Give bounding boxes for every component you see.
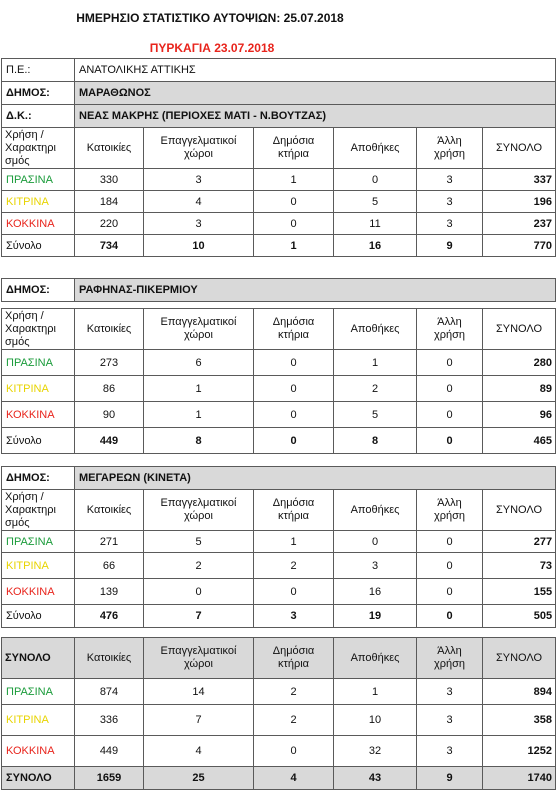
cell-total: 277 <box>483 531 556 553</box>
cell-professional: 3 <box>144 169 254 191</box>
sum-row <box>2 428 556 454</box>
cell-professional: 4 <box>144 191 254 213</box>
cell-warehouses: 3 <box>334 553 417 579</box>
cell-other: 3 <box>417 679 483 705</box>
cell-houses: 220 <box>75 213 144 235</box>
cell-total: 337 <box>483 169 556 191</box>
header-total: ΣΥΝΟΛΟ <box>483 490 556 531</box>
cell-professional: 7 <box>144 705 254 736</box>
sum-row <box>2 605 556 628</box>
cell-houses: 271 <box>75 531 144 553</box>
cell-professional: 4 <box>144 736 254 767</box>
header-public: Δημόσια κτήρια <box>254 128 334 169</box>
cell-professional: 1 <box>144 402 254 428</box>
dimos-label: ΔΗΜΟΣ: <box>2 467 75 490</box>
header-houses: Κατοικίες <box>75 128 144 169</box>
sum-houses: 449 <box>75 428 144 454</box>
header-usage: Χρήση / Χαρακτηρι σμός <box>2 490 75 531</box>
sum-row <box>2 235 556 257</box>
sum-warehouses: 16 <box>334 235 417 257</box>
category-yellow: ΚΙΤΡΙΝΑ <box>2 191 75 213</box>
header-total: ΣΥΝΟΛΟ <box>483 128 556 169</box>
dimos-name: ΜΑΡΑΘΩΝΟΣ <box>75 82 556 105</box>
sum-warehouses: 8 <box>334 428 417 454</box>
cell-professional: 6 <box>144 350 254 376</box>
cell-total: 96 <box>483 402 556 428</box>
cell-houses: 330 <box>75 169 144 191</box>
grand-header-label: ΣΥΝΟΛΟ <box>2 638 75 679</box>
table-grand-total <box>1 637 556 790</box>
header-warehouses: Αποθήκες <box>334 638 417 679</box>
category-red: ΚΟΚΚΙΝΑ <box>2 579 75 605</box>
cell-public: 0 <box>254 213 334 235</box>
header-professional: Επαγγελματικοί χώροι <box>144 490 254 531</box>
cell-warehouses: 5 <box>334 402 417 428</box>
category-red: ΚΟΚΚΙΝΑ <box>2 402 75 428</box>
sum-public: 0 <box>254 428 334 454</box>
cell-houses: 336 <box>75 705 144 736</box>
fire-subtitle: ΠΥΡΚΑΓΙΑ 23.07.2018 <box>149 41 275 55</box>
header-other: Άλλη χρήση <box>417 638 483 679</box>
cell-other: 3 <box>417 169 483 191</box>
dimos-row <box>2 82 556 105</box>
cell-warehouses: 11 <box>334 213 417 235</box>
sum-row <box>2 767 556 790</box>
table-megareon <box>1 466 556 628</box>
sum-houses: 476 <box>75 605 144 628</box>
sum-label: Σύνολο <box>2 428 75 454</box>
category-green: ΠΡΑΣΙΝΑ <box>2 679 75 705</box>
sum-warehouses: 19 <box>334 605 417 628</box>
cell-houses: 273 <box>75 350 144 376</box>
cell-total: 73 <box>483 553 556 579</box>
cell-total: 1252 <box>483 736 556 767</box>
cell-houses: 449 <box>75 736 144 767</box>
pe-label: Π.Ε.: <box>2 59 75 82</box>
header-houses: Κατοικίες <box>75 638 144 679</box>
dk-row <box>2 105 556 128</box>
cell-professional: 2 <box>144 553 254 579</box>
cell-houses: 86 <box>75 376 144 402</box>
cell-total: 280 <box>483 350 556 376</box>
dimos-name: ΜΕΓΑΡΕΩΝ (ΚΙΝΕΤΑ) <box>75 467 556 490</box>
sum-other: 9 <box>417 235 483 257</box>
cell-total: 894 <box>483 679 556 705</box>
sum-professional: 10 <box>144 235 254 257</box>
cell-public: 0 <box>254 376 334 402</box>
table-row <box>2 350 556 376</box>
category-red: ΚΟΚΚΙΝΑ <box>2 736 75 767</box>
cell-other: 3 <box>417 705 483 736</box>
cell-other: 3 <box>417 213 483 235</box>
cell-public: 2 <box>254 705 334 736</box>
sum-total: 465 <box>483 428 556 454</box>
cell-total: 89 <box>483 376 556 402</box>
sum-label: ΣΥΝΟΛΟ <box>2 767 75 790</box>
category-yellow: ΚΙΤΡΙΝΑ <box>2 376 75 402</box>
dimos-row <box>2 279 556 302</box>
header-other: Άλλη χρήση <box>417 490 483 531</box>
sum-houses: 734 <box>75 235 144 257</box>
report-title: ΗΜΕΡΗΣΙΟ ΣΤΑΤΙΣΤΙΚΟ ΑΥΤΟΨΙΩΝ: 25.07.2018 <box>76 11 344 25</box>
sum-professional: 7 <box>144 605 254 628</box>
header-public: Δημόσια κτήρια <box>254 638 334 679</box>
cell-houses: 184 <box>75 191 144 213</box>
cell-public: 0 <box>254 191 334 213</box>
cell-other: 0 <box>417 350 483 376</box>
cell-public: 0 <box>254 736 334 767</box>
cell-public: 0 <box>254 350 334 376</box>
sum-professional: 25 <box>144 767 254 790</box>
header-row <box>2 309 556 350</box>
cell-warehouses: 1 <box>334 350 417 376</box>
cell-other: 0 <box>417 553 483 579</box>
category-yellow: ΚΙΤΡΙΝΑ <box>2 705 75 736</box>
header-professional: Επαγγελματικοί χώροι <box>144 309 254 350</box>
sum-public: 3 <box>254 605 334 628</box>
cell-warehouses: 1 <box>334 679 417 705</box>
header-other: Άλλη χρήση <box>417 309 483 350</box>
table-row <box>2 679 556 705</box>
dimos-row <box>2 467 556 490</box>
cell-total: 358 <box>483 705 556 736</box>
cell-houses: 874 <box>75 679 144 705</box>
cell-warehouses: 0 <box>334 531 417 553</box>
header-row <box>2 490 556 531</box>
header-usage: Χρήση / Χαρακτηρι σμός <box>2 128 75 169</box>
sum-public: 4 <box>254 767 334 790</box>
cell-warehouses: 2 <box>334 376 417 402</box>
category-green: ΠΡΑΣΙΝΑ <box>2 169 75 191</box>
dimos-label: ΔΗΜΟΣ: <box>2 279 75 302</box>
header-total: ΣΥΝΟΛΟ <box>483 309 556 350</box>
cell-other: 0 <box>417 402 483 428</box>
cell-other: 3 <box>417 191 483 213</box>
cell-public: 2 <box>254 679 334 705</box>
category-green: ΠΡΑΣΙΝΑ <box>2 531 75 553</box>
table-row <box>2 376 556 402</box>
header-total: ΣΥΝΟΛΟ <box>483 638 556 679</box>
header-warehouses: Αποθήκες <box>334 309 417 350</box>
pe-row <box>2 59 556 82</box>
table-row <box>2 579 556 605</box>
header-public: Δημόσια κτήρια <box>254 309 334 350</box>
dk-label: Δ.Κ.: <box>2 105 75 128</box>
table-row <box>2 213 556 235</box>
sum-total: 1740 <box>483 767 556 790</box>
cell-public: 2 <box>254 553 334 579</box>
cell-public: 1 <box>254 531 334 553</box>
cell-professional: 5 <box>144 531 254 553</box>
table-row <box>2 531 556 553</box>
header-warehouses: Αποθήκες <box>334 128 417 169</box>
pe-value: ΑΝΑΤΟΛΙΚΗΣ ΑΤΤΙΚΗΣ <box>75 59 556 82</box>
sum-warehouses: 43 <box>334 767 417 790</box>
dimos-name: ΡΑΦΗΝΑΣ-ΠΙΚΕΡΜΙΟΥ <box>75 279 556 302</box>
cell-professional: 1 <box>144 376 254 402</box>
header-professional: Επαγγελματικοί χώροι <box>144 128 254 169</box>
dimos-label: ΔΗΜΟΣ: <box>2 82 75 105</box>
cell-other: 0 <box>417 376 483 402</box>
cell-other: 0 <box>417 531 483 553</box>
cell-warehouses: 16 <box>334 579 417 605</box>
dk-name: ΝΕΑΣ ΜΑΚΡΗΣ (ΠΕΡΙΟΧΕΣ ΜΑΤΙ - Ν.ΒΟΥΤΖΑΣ) <box>75 105 556 128</box>
category-red: ΚΟΚΚΙΝΑ <box>2 213 75 235</box>
header-row <box>2 128 556 169</box>
cell-houses: 139 <box>75 579 144 605</box>
table-row <box>2 191 556 213</box>
sum-label: Σύνολο <box>2 605 75 628</box>
table-rafinas <box>1 278 556 454</box>
cell-warehouses: 5 <box>334 191 417 213</box>
cell-warehouses: 10 <box>334 705 417 736</box>
category-green: ΠΡΑΣΙΝΑ <box>2 350 75 376</box>
header-houses: Κατοικίες <box>75 490 144 531</box>
cell-public: 0 <box>254 579 334 605</box>
table-row <box>2 402 556 428</box>
cell-warehouses: 32 <box>334 736 417 767</box>
cell-warehouses: 0 <box>334 169 417 191</box>
table-row <box>2 736 556 767</box>
cell-total: 196 <box>483 191 556 213</box>
sum-houses: 1659 <box>75 767 144 790</box>
cell-houses: 66 <box>75 553 144 579</box>
table-row <box>2 553 556 579</box>
cell-public: 0 <box>254 402 334 428</box>
cell-total: 155 <box>483 579 556 605</box>
cell-professional: 14 <box>144 679 254 705</box>
sum-label: Σύνολο <box>2 235 75 257</box>
sum-public: 1 <box>254 235 334 257</box>
cell-other: 3 <box>417 736 483 767</box>
sum-total: 770 <box>483 235 556 257</box>
table-row <box>2 705 556 736</box>
cell-professional: 3 <box>144 213 254 235</box>
header-houses: Κατοικίες <box>75 309 144 350</box>
sum-other: 0 <box>417 428 483 454</box>
sum-other: 0 <box>417 605 483 628</box>
cell-other: 0 <box>417 579 483 605</box>
header-row <box>2 638 556 679</box>
category-yellow: ΚΙΤΡΙΝΑ <box>2 553 75 579</box>
table-marathonos <box>1 58 556 257</box>
table-row <box>2 169 556 191</box>
sum-professional: 8 <box>144 428 254 454</box>
header-usage: Χρήση / Χαρακτηρι σμός <box>2 309 75 350</box>
header-public: Δημόσια κτήρια <box>254 490 334 531</box>
sum-total: 505 <box>483 605 556 628</box>
cell-total: 237 <box>483 213 556 235</box>
cell-professional: 0 <box>144 579 254 605</box>
cell-houses: 90 <box>75 402 144 428</box>
header-professional: Επαγγελματικοί χώροι <box>144 638 254 679</box>
header-other: Άλλη χρήση <box>417 128 483 169</box>
cell-public: 1 <box>254 169 334 191</box>
header-warehouses: Αποθήκες <box>334 490 417 531</box>
sum-other: 9 <box>417 767 483 790</box>
